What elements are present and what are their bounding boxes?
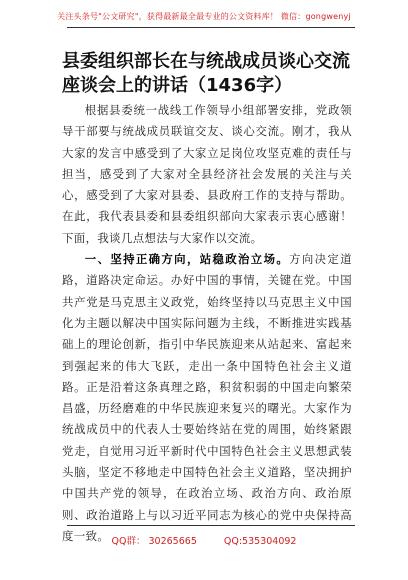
footer <box>0 533 408 547</box>
document-body <box>62 100 352 547</box>
header-divider <box>67 27 355 28</box>
paragraph-section-1 <box>62 249 352 547</box>
footer-divider <box>67 525 355 526</box>
paragraph-intro-text: 根据县委统一战线工作领导小组部署安排，党政领导干部要与统战成员联谊交友、谈心交流。刚才，我从大家的发言中感受到了大家立足岗位攻坚克难的责任与担当，感受到了大家对全县经济社会发展的关注与关心，感受到了大家对县委、县政府工作的支持与帮助。在此，我代表县委和县委组织部向大家表示衷心感谢！下面，我谈几点想法与大家作以交流。 <box>62 103 352 245</box>
paragraph-intro <box>62 100 352 249</box>
header-banner: 关注头条号"公文研究"，获得最新最全最专业的公文资料库！ 微信：gongwenyj <box>57 12 351 21</box>
footer-qq-number: QQ:535304092 <box>223 536 297 547</box>
footer-qq-group: QQ群： 30265665 <box>111 536 197 547</box>
section-1-heading: 一、坚持正确方向，站稳政治立场。 <box>84 252 290 267</box>
document-title: 县委组织部长在与统战成员谈心交流座谈会上的讲话（1436字） <box>62 51 350 96</box>
section-1-text: 方向决定道路，道路决定命运。办好中国的事情，关键在党。中国共产党是马克思主义政党，始终坚持以马克思主义中国化为主题以解决中国实际问题为主线，不断推进实践基础上的理论创新，指引中华民族迎来从站起来、富起来到强起来的伟大飞跃，走出一条中国特色社会主义道路。正是沿着这条真理之路，积贫积弱的中国走向繁荣昌盛，历经磨难的中华民族迎来复兴的曙光。大家作为统战成员中的代表人士要始终站在党的周围，始终紧跟党走，自觉用习近平新时代中国特色社会主义思想武装头脑，坚定不移地走中国特色社会主义道路，坚决拥护中国共产党的领导，在政治立场、政治方向、政治原则、政治道路上与以习近平同志为核心的党中央保持高度一致。 <box>62 252 352 543</box>
